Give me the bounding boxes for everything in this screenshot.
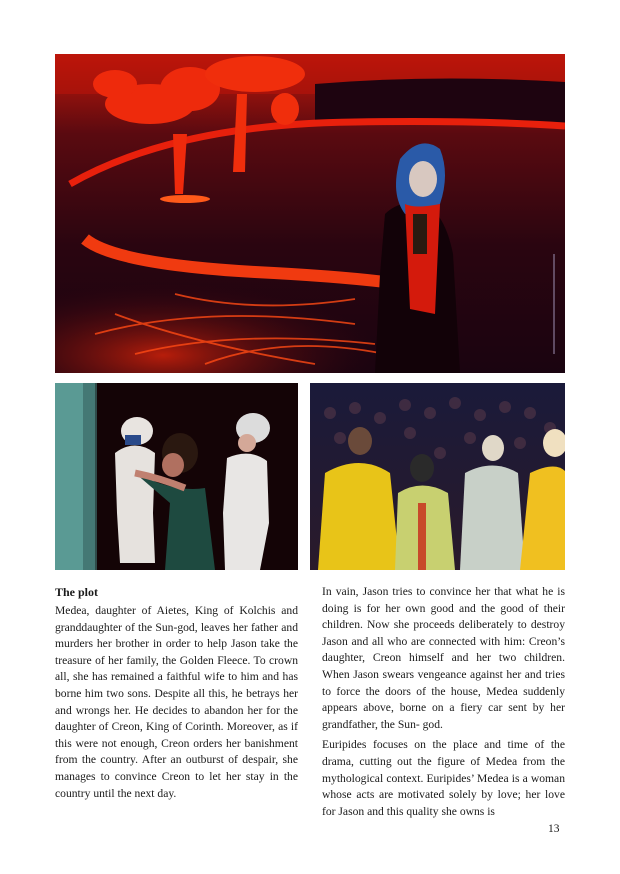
article-column-right (322, 584, 565, 824)
photo-chorus-audience (310, 383, 565, 570)
paragraph: Euripides focuses on the place and time of the drama, cutting out the figure of Medea from the mythological context. Euripides’ Medea is a woman whose acts are motivated solely by love; her love for Jason and this quality she owns is (322, 738, 565, 818)
section-heading: The plot (55, 585, 99, 599)
paragraph: Medea, daughter of Aietes, King of Kolchis and granddaughter of the Sun-god, leaves her father and murders her brother in order to help Jason take the treasure of her family, the Golden Fleece. To crown all, she has remained a faithful wife to him and has borne him two sons. Despite all this, he betrays her and wrongs her. He decides to abandon her for the daughter of Creon, King of Corinth. Moreover, as if this were not enough, Creon orders her banishment from the country. After an outburst of despair, she manages to convince Creon to let her stay in the country until the next day. (55, 604, 298, 800)
photo-credit-vertical (553, 254, 555, 354)
photo-jason-graphic (55, 383, 298, 570)
photo-chorus-graphic (310, 383, 565, 570)
photo-medea-graphic (55, 54, 565, 373)
photo-medea-red-stage (55, 54, 565, 373)
article-column-left (55, 584, 298, 806)
photo-jason-children (55, 383, 298, 570)
page-number: 13 (548, 823, 560, 835)
paragraph: In vain, Jason tries to convince her that what he is doing is for her own good and the good of their children. Now she proceeds deliberately to destroy Jason and all who are connected with him: Creon’s daughter, Creon himself and her two children. When Jason swears vengeance against her and tries to force the doors of the house, Medea suddenly appears above, borne on a fiery car sent by her grandfather, the Sun- god. (322, 585, 565, 731)
